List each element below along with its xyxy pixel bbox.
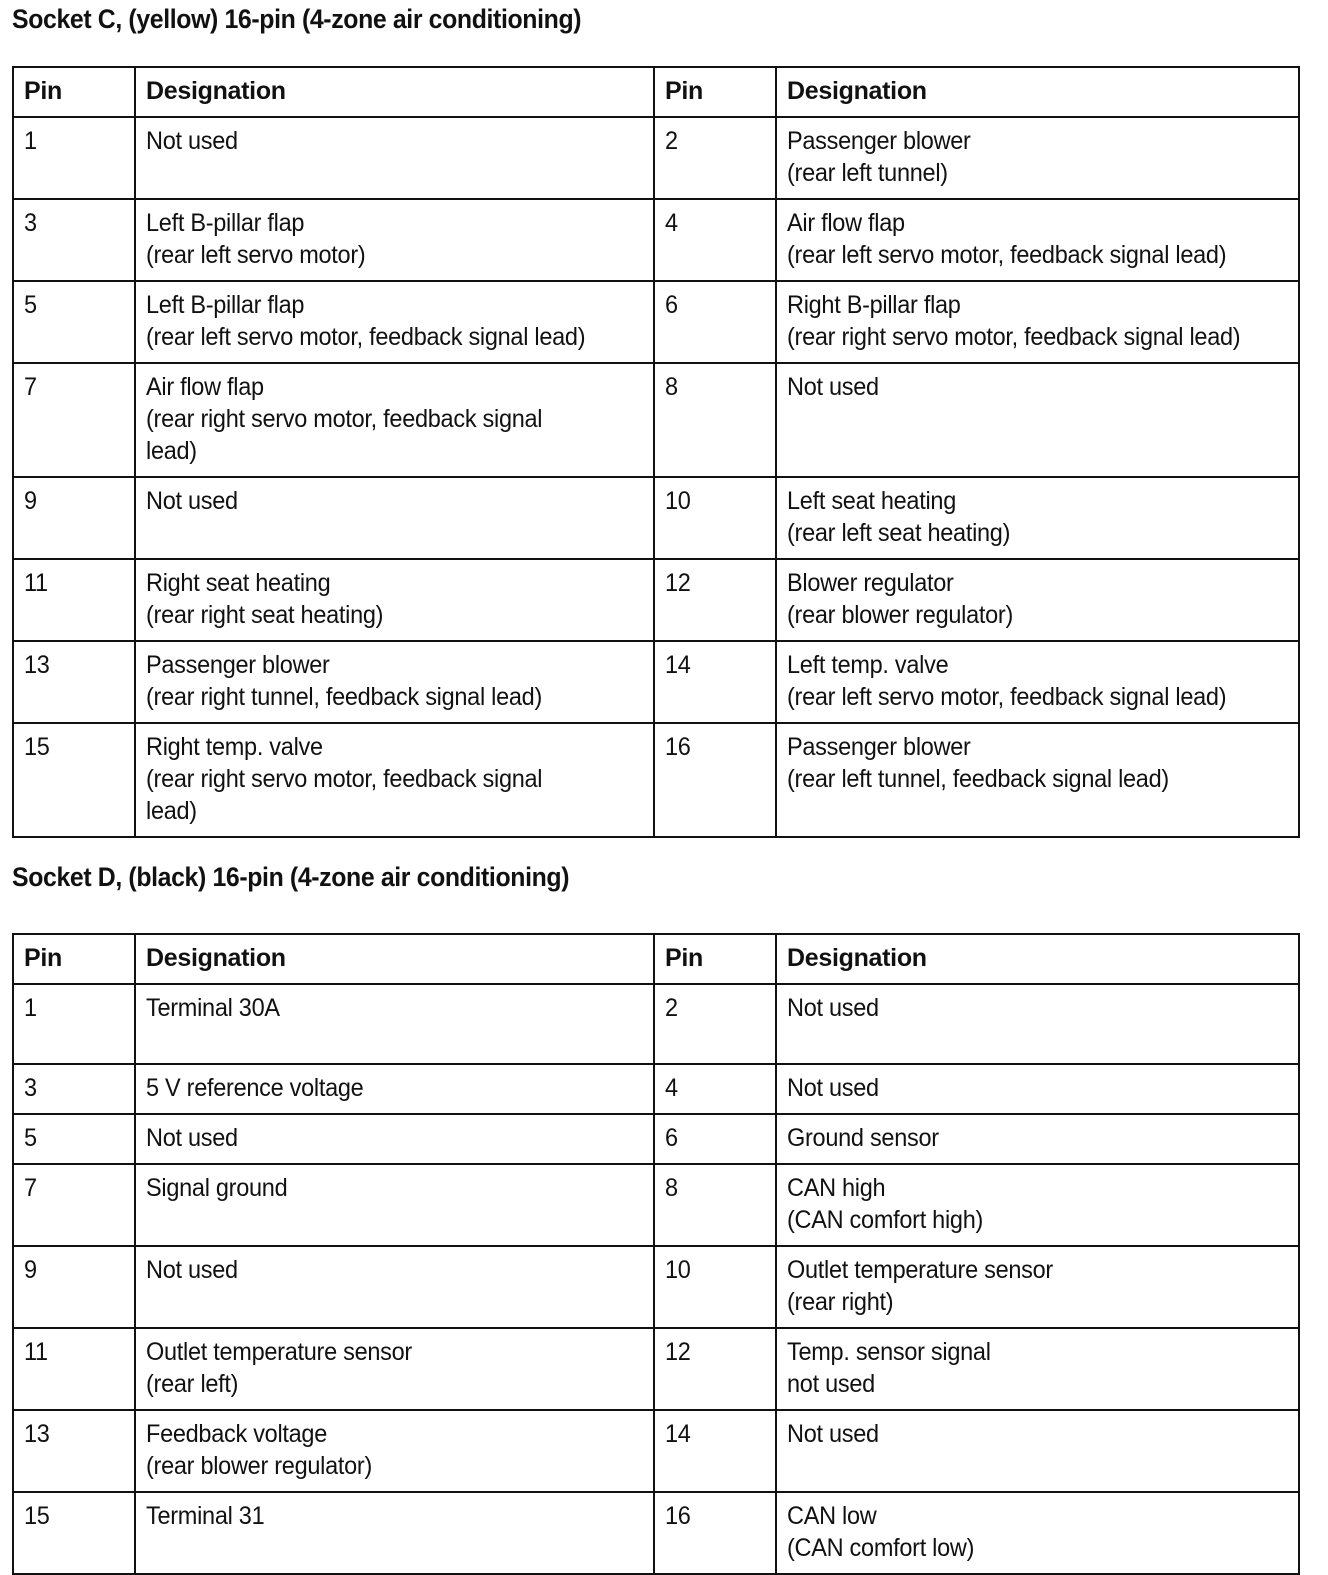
pin-number-cell: 15 <box>13 723 135 837</box>
table-header-row <box>13 67 1299 117</box>
socket-c-pin-table <box>12 66 1300 838</box>
pin-number-cell: 3 <box>13 199 135 281</box>
designation-cell: Not used <box>776 1064 1299 1114</box>
column-header-pin: Pin <box>13 67 135 117</box>
column-header-designation: Designation <box>135 67 654 117</box>
designation-cell: Temp. sensor signal not used <box>776 1328 1299 1410</box>
pin-number-cell: 14 <box>654 641 776 723</box>
table-row <box>13 1328 1299 1410</box>
socket-c-title: Socket C, (yellow) 16-pin (4-zone air conditioning) <box>12 4 582 34</box>
table-row <box>13 117 1299 199</box>
pin-number-cell: 9 <box>13 1246 135 1328</box>
designation-cell: Blower regulator (rear blower regulator) <box>776 559 1299 641</box>
pin-number-cell: 1 <box>13 117 135 199</box>
designation-cell: Outlet temperature sensor (rear right) <box>776 1246 1299 1328</box>
pin-number-cell: 16 <box>654 1492 776 1574</box>
pin-number-cell: 3 <box>13 1064 135 1114</box>
designation-cell: Left B-pillar flap (rear left servo motor, feedback signal lead) <box>135 281 654 363</box>
pin-number-cell: 11 <box>13 1328 135 1410</box>
designation-cell: Feedback voltage (rear blower regulator) <box>135 1410 654 1492</box>
table-row <box>13 477 1299 559</box>
socket-d-title: Socket D, (black) 16-pin (4-zone air conditioning) <box>12 862 570 892</box>
column-header-pin: Pin <box>654 934 776 984</box>
pin-number-cell: 5 <box>13 1114 135 1164</box>
designation-cell: Passenger blower (rear left tunnel, feedback signal lead) <box>776 723 1299 837</box>
pin-number-cell: 2 <box>654 984 776 1064</box>
pin-number-cell: 14 <box>654 1410 776 1492</box>
pin-number-cell: 8 <box>654 1164 776 1246</box>
designation-cell: Air flow flap (rear left servo motor, feedback signal lead) <box>776 199 1299 281</box>
table-row <box>13 641 1299 723</box>
designation-cell: Left temp. valve (rear left servo motor, feedback signal lead) <box>776 641 1299 723</box>
designation-cell: Left seat heating (rear left seat heating) <box>776 477 1299 559</box>
pin-number-cell: 4 <box>654 199 776 281</box>
column-header-designation: Designation <box>776 67 1299 117</box>
pin-number-cell: 13 <box>13 641 135 723</box>
table-row <box>13 281 1299 363</box>
column-header-pin: Pin <box>654 67 776 117</box>
designation-cell: CAN low (CAN comfort low) <box>776 1492 1299 1574</box>
table-row <box>13 1064 1299 1114</box>
designation-cell: Left B-pillar flap (rear left servo motor) <box>135 199 654 281</box>
column-header-designation: Designation <box>135 934 654 984</box>
column-header-designation: Designation <box>776 934 1299 984</box>
pin-number-cell: 12 <box>654 1328 776 1410</box>
designation-cell: Ground sensor <box>776 1114 1299 1164</box>
designation-cell: Terminal 31 <box>135 1492 654 1574</box>
pin-number-cell: 16 <box>654 723 776 837</box>
designation-cell: Air flow flap (rear right servo motor, feedback signal lead) <box>135 363 654 477</box>
column-header-pin: Pin <box>13 934 135 984</box>
pin-number-cell: 6 <box>654 1114 776 1164</box>
designation-cell: Passenger blower (rear right tunnel, feedback signal lead) <box>135 641 654 723</box>
designation-cell: Not used <box>776 984 1299 1064</box>
table-row <box>13 1114 1299 1164</box>
designation-cell: Terminal 30A <box>135 984 654 1064</box>
table-row <box>13 1164 1299 1246</box>
designation-cell: Not used <box>135 1114 654 1164</box>
table-row <box>13 1410 1299 1492</box>
table-row <box>13 723 1299 837</box>
designation-cell: Right B-pillar flap (rear right servo motor, feedback signal lead) <box>776 281 1299 363</box>
designation-cell: 5 V reference voltage <box>135 1064 654 1114</box>
designation-cell: Right seat heating (rear right seat heating) <box>135 559 654 641</box>
designation-cell: Not used <box>776 1410 1299 1492</box>
table-row <box>13 199 1299 281</box>
socket-d-pin-table <box>12 933 1300 1575</box>
pin-number-cell: 11 <box>13 559 135 641</box>
designation-cell: Not used <box>135 1246 654 1328</box>
pin-number-cell: 6 <box>654 281 776 363</box>
table-row <box>13 363 1299 477</box>
pin-number-cell: 2 <box>654 117 776 199</box>
pin-number-cell: 9 <box>13 477 135 559</box>
designation-cell: Not used <box>135 477 654 559</box>
designation-cell: Outlet temperature sensor (rear left) <box>135 1328 654 1410</box>
table-header-row <box>13 934 1299 984</box>
pin-number-cell: 4 <box>654 1064 776 1114</box>
designation-cell: Not used <box>135 117 654 199</box>
pin-number-cell: 1 <box>13 984 135 1064</box>
pin-number-cell: 10 <box>654 1246 776 1328</box>
designation-cell: Passenger blower (rear left tunnel) <box>776 117 1299 199</box>
pin-number-cell: 7 <box>13 1164 135 1246</box>
pin-number-cell: 8 <box>654 363 776 477</box>
pin-number-cell: 15 <box>13 1492 135 1574</box>
designation-cell: Not used <box>776 363 1299 477</box>
pin-number-cell: 12 <box>654 559 776 641</box>
table-row <box>13 984 1299 1064</box>
table-row <box>13 1246 1299 1328</box>
pin-number-cell: 13 <box>13 1410 135 1492</box>
pin-number-cell: 5 <box>13 281 135 363</box>
table-row <box>13 559 1299 641</box>
designation-cell: Signal ground <box>135 1164 654 1246</box>
pin-number-cell: 10 <box>654 477 776 559</box>
designation-cell: Right temp. valve (rear right servo motor, feedback signal lead) <box>135 723 654 837</box>
designation-cell: CAN high (CAN comfort high) <box>776 1164 1299 1246</box>
pin-number-cell: 7 <box>13 363 135 477</box>
